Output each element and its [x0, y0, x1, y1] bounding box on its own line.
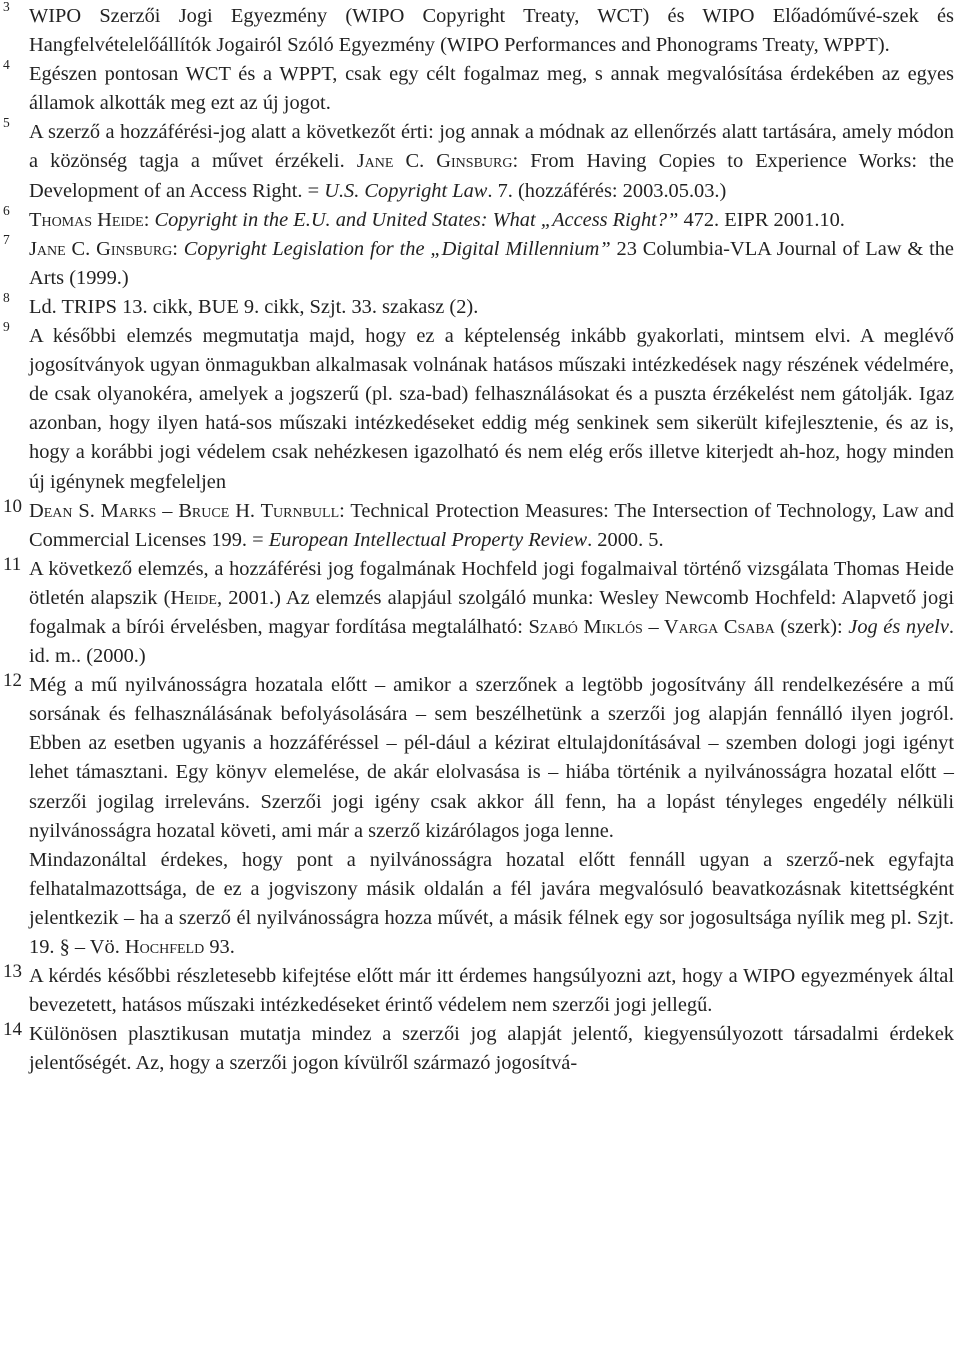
author-name: Jane C. Ginsburg	[29, 237, 173, 260]
citation-title: U.S. Copyright Law	[324, 179, 488, 202]
author-name: Hochfeld	[124, 936, 205, 958]
footnote-text: A következő elemzés, a hozzáférési jog fogalmának Hochfeld jogi fogalmaival történő vizsgálata Thomas Heide ötletén alapszik (	[29, 557, 954, 609]
citation-title: Copyright Legislation for the „Digital Millennium”	[183, 237, 611, 260]
footnote-12-continuation	[0, 846, 960, 962]
footnote-text: Egészen pontosan WCT és a WPPT, csak egy célt fogalmaz meg, s annak megvalósítása érdekében az egyes államok alkották meg ezt az új jogot.	[29, 63, 954, 115]
footnote-text: 93.	[204, 936, 235, 958]
author-name: Heide	[170, 586, 217, 609]
footnote-text: : From Having Copies to Experience Works: the Development of an Access Right. =	[29, 150, 954, 202]
citation-title: Jog és nyelv	[848, 615, 949, 638]
footnote-text: A szerző a hozzáférési-jog alatt a következőt érti: jog annak a módnak az ellenőrzés alatt tartására, amely módon a közönség tagja a művet érzékeli.	[29, 121, 954, 173]
footnote-number: 5	[3, 115, 10, 131]
footnote-4	[0, 57, 960, 118]
footnote-number: 4	[3, 57, 10, 73]
footnote-text: A későbbi elemzés megmutatja majd, hogy ez a képtelenség inkább gyakorlati, mintsem elvi. A meglévő jogosítványok ugyan önmagukban alkalmasak volnának hatásos műszaki intézkedések nagy részének védelmére, de csak olyanokéra, amelyek a jogszerű (pl. sza-bad) felhasználásokat és a puszta érzékelést nem gátolják. Igaz azonban, hogy ilyen hatá-sos műszaki intézkedéseket eddig még senkinek sem sikerült kifejlesztenie, és az is, hogy a korábbi jogi védelem csak nehézkesen igazolható és nem elég erős illetve kiterjedt ah-hoz, hogy minden új igénynek megfeleljen	[29, 325, 954, 493]
author-name: Thomas Heide	[29, 208, 144, 231]
footnote-number: 10	[3, 495, 22, 517]
footnote-text: . 7. (hozzáférés: 2003.05.03.)	[487, 179, 727, 202]
footnote-number: 11	[3, 553, 22, 575]
footnote-text: WIPO Szerzői Jogi Egyezmény (WIPO Copyright Treaty, WCT) és WIPO Előadóművé-szek és Hangfelvételelőállítók Jogairól Szóló Egyezmény (WIPO Performances and Phonograms Treaty, WPPT).	[29, 5, 954, 57]
footnote-11	[0, 555, 960, 671]
footnote-number: 13	[3, 961, 22, 983]
footnote-number: 14	[3, 1019, 22, 1041]
footnote-text: 472. EIPR 2001.10.	[678, 208, 845, 231]
footnote-12	[0, 671, 960, 846]
footnote-text: : Technical Protection Measures: The Intersection of Technology, Law and Commercial Licenses 199. =	[29, 499, 955, 551]
footnote-text: . 2000. 5.	[587, 528, 664, 551]
footnote-9	[0, 319, 960, 497]
footnote-13	[0, 962, 960, 1020]
footnote-3	[0, 2, 960, 60]
footnote-text: A kérdés későbbi részletesebb kifejtése előtt már itt érdemes hangsúlyozni azt, hogy a WIPO egyezmények által bevezetett, hatásos műszaki intézkedéseket érintő védelem nem szerzői jogi jellegű.	[29, 965, 954, 1017]
citation-title: European Intellectual Property Review	[268, 528, 588, 551]
footnote-7	[0, 231, 960, 293]
footnote-text: Mindazonáltal érdekes, hogy pont a nyilvánosságra hozatal előtt fennáll ugyan a szerző-nek egyfajta felhatalmazottsága, de ez a jogviszony másik oldalán a fél javára megvalósuló beavatkozásnak kitettségként jelentkezik – ha a szerző él nyilvánosságra hozza művét, a másik félnek egy sor jogosultsága nyílik meg pl. Szjt. 19. § – Vö.	[29, 848, 954, 958]
footnote-text: . id. m.. (2000.)	[29, 615, 955, 668]
footnote-5	[0, 115, 960, 205]
author-name: Dean S. Marks – Bruce H. Turnbull	[29, 499, 340, 522]
footnote-number: 12	[3, 670, 22, 692]
footnote-number: 3	[3, 0, 10, 14]
footnote-number: 7	[3, 231, 10, 247]
footnote-number: 6	[3, 202, 10, 218]
footnote-10	[0, 497, 960, 555]
footnote-6	[0, 202, 960, 235]
footnote-14	[0, 1020, 960, 1078]
footnote-text: 23 Columbia-VLA Journal of Law & the Arts (1999.)	[29, 237, 954, 289]
footnote-8	[0, 289, 960, 322]
footnote-text: Különösen plasztikusan mutatja mindez a szerzői jog alapját jelentő, kiegyensúlyozott társadalmi érdekek jelentőségét. Az, hogy a szerzői jogon kívülről származó jogosítvá-	[29, 1023, 954, 1075]
footnote-text: Még a mű nyilvánosságra hozatala előtt – amikor a szerzőnek a legtöbb jogosítvány áll rendelkezésére a mű sorsának és felhasználásának befolyásolására – sem beszélhetünk a szerzői jog alapján fennálló ilyen jogról. Ebben az esetben ugyanis a hozzáféréssel – pél-dául a kézirat eltulajdonításával – szemben dologi jogi igényt lehet támasztani. Egy könyv elemelése, de akár elolvasása is – hiába történik a nyilvánosságra hozatal előtt – szerzői jogilag irreleváns. Szerzői jogi igény csak akkor áll fenn, ha a lopást tényleges engedély nélküli nyilvánosságra hozatal követi, ami már a szerző kizárólagos joga lenne.	[29, 674, 954, 842]
citation-title: Copyright in the E.U. and United States: What „Access Right?”	[154, 208, 679, 231]
author-name: Jane C. Ginsburg	[356, 150, 513, 173]
author-name: Szabó Miklós – Varga Csaba	[528, 615, 775, 638]
footnote-number: 9	[3, 319, 10, 335]
footnote-text: (szerk):	[774, 615, 849, 638]
footnote-text: :	[172, 237, 184, 260]
footnote-text: Ld. TRIPS 13. cikk, BUE 9. cikk, Szjt. 33. szakasz (2).	[29, 295, 479, 318]
footnote-number: 8	[3, 289, 10, 305]
footnote-text: :	[143, 208, 155, 231]
footnote-text: , 2001.) Az elemzés alapjául szolgáló munka: Wesley Newcomb Hochfeld: Alapvető jogi fogalmak a bírói érvelésben, magyar fordítása megtalálható:	[29, 586, 954, 638]
